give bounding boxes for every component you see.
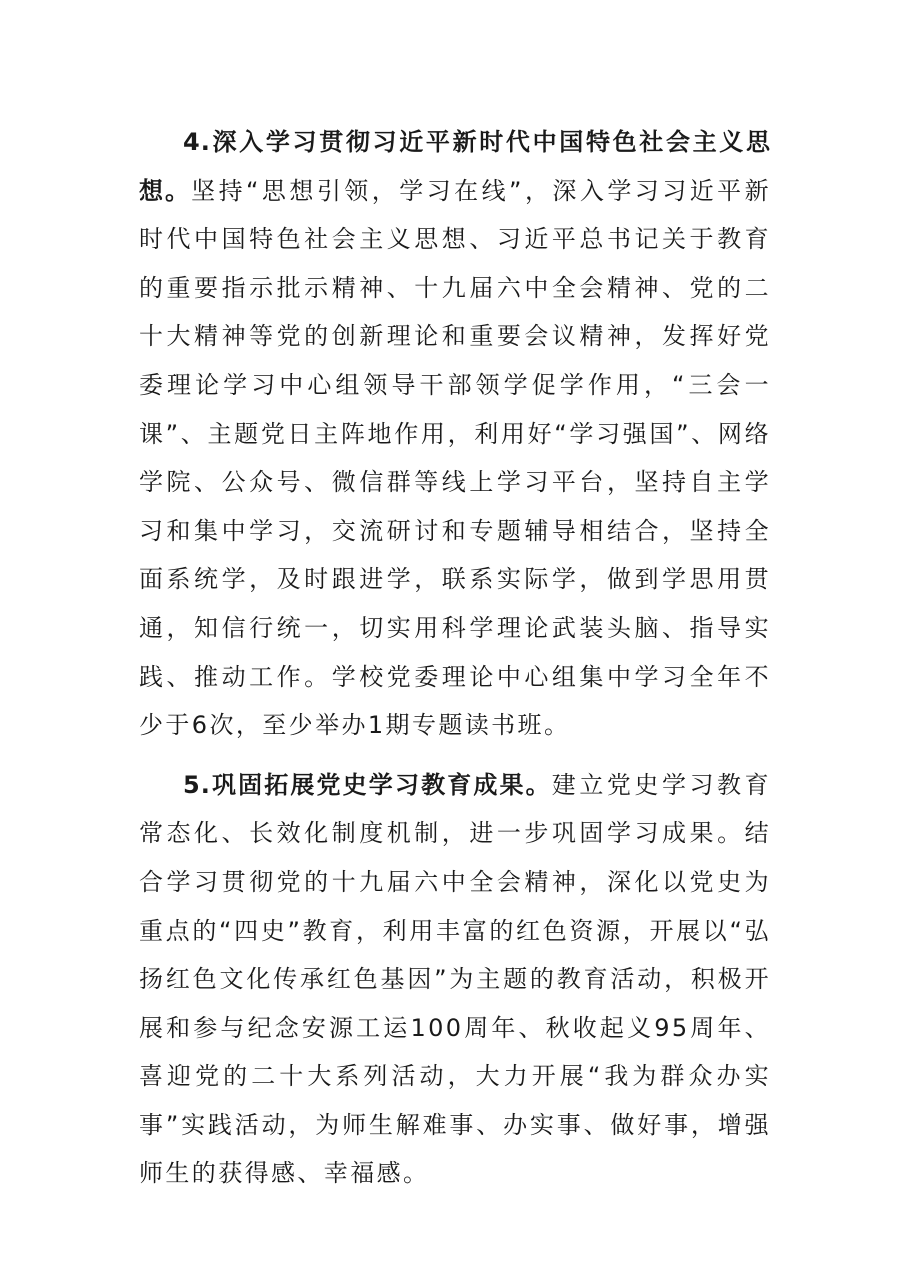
paragraph-5 [139,761,771,1198]
paragraph-5-heading: 5.巩固拓展党史学习教育成果。 [183,770,552,799]
paragraph-4-heading: 4.深入学习贯彻习近平新时代中国特色社会主义思想。 [139,128,771,205]
document-body [139,118,771,1198]
paragraph-5-text: 建立党史学习教育常态化、长效化制度机制，进一步巩固学习成果。结合学习贯彻党的十九届六中全会精神，深化以党史为重点的“四史”教育，利用丰富的红色资源，开展以“弘扬红色文化传承红色基因”为主题的教育活动，积极开展和参与纪念安源工运100周年、秋收起义95周年、喜迎党的二十大系列活动，大力开展“我为群众办实事”实践活动，为师生解难事、办实事、做好事，增强师生的获得感、幸福感。 [139,770,771,1188]
paragraph-4-text: 坚持“思想引领，学习在线”，深入学习习近平新时代中国特色社会主义思想、习近平总书记关于教育的重要指示批示精神、十九届六中全会精神、党的二十大精神等党的创新理论和重要会议精神，发挥好党委理论学习中心组领导干部领学促学作用，“三会一课”、主题党日主阵地作用，利用好“学习强国”、网络学院、公众号、微信群等线上学习平台，坚持自主学习和集中学习，交流研讨和专题辅导相结合，坚持全面系统学，及时跟进学，联系实际学，做到学思用贯通，知信行统一，切实用科学理论武装头脑、指导实践、推动工作。学校党委理论中心组集中学习全年不少于6次，至少举办1期专题读书班。 [139,176,772,740]
paragraph-4 [139,118,771,750]
